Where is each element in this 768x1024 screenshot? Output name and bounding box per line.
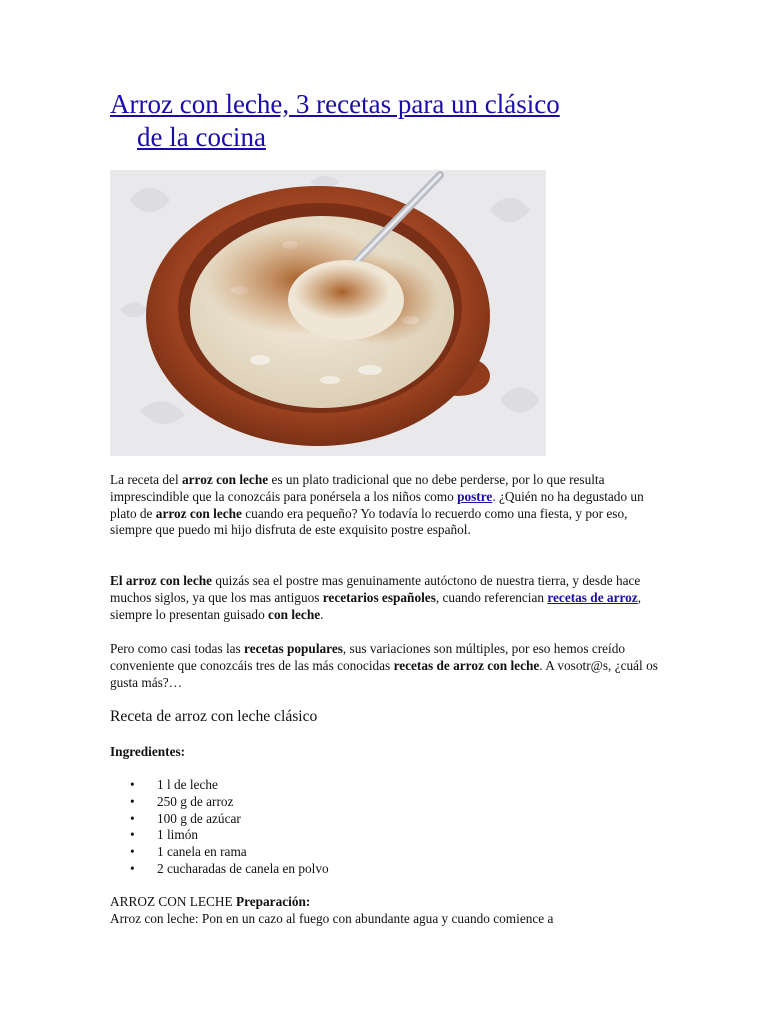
bold-text: recetas de arroz con leche [393, 657, 540, 673]
bold-text: El arroz con leche [110, 573, 213, 588]
text-run: . A vosotr@s, ¿cuál os gusta más?… [110, 657, 658, 690]
prep-title-plain: ARROZ CON LECHE [110, 894, 236, 909]
text-run: cuando era pequeño? Yo todavía lo recuerdo como una fiesta, y por eso, siempre que puedo mi hijo disfruta de este exquisito postre español. [110, 505, 628, 538]
bold-text: arroz con leche [181, 472, 269, 487]
preparation-text: Arroz con leche: Pon en un cazo al fuego con abundante agua y cuando comience a [110, 911, 554, 926]
postre-link[interactable]: postre [457, 488, 493, 504]
list-item: • 1 l de leche [110, 777, 329, 794]
intro-paragraph-2 [110, 573, 670, 623]
title-line-2: de la cocina [137, 122, 266, 152]
bold-text: recetas populares [244, 641, 343, 656]
ingredients-label-text: Ingredientes: [110, 744, 186, 759]
list-item: • 2 cucharadas de canela en polvo [110, 861, 329, 878]
text-run: . [320, 606, 324, 622]
ingredients-label [110, 744, 185, 760]
bold-text: con leche [268, 606, 321, 622]
intro-paragraph-3 [110, 641, 670, 691]
recetas-de-arroz-link[interactable]: recetas de arroz [547, 589, 638, 605]
list-item: • 1 limón [110, 827, 329, 844]
text-run: quizás sea el postre mas genuinamente autóctono de nuestra tierra, y desde hace muchos siglos, ya que los mas antiguos [110, 573, 641, 605]
text-run: La receta del [110, 472, 182, 487]
bold-text: recetarios españoles [322, 589, 436, 605]
text-run: es un plato tradicional que no debe perderse, por lo que resulta imprescindible que la conozcáis para ponérsela a los niños como [110, 472, 605, 504]
article-title-link[interactable] [110, 88, 670, 154]
preparation-title [110, 894, 310, 910]
text-run: , cuando referencian [435, 589, 548, 605]
text-run: . ¿Quién no ha degustado un plato de [110, 488, 644, 521]
text-run: , sus variaciones son múltiples, por eso hemos creído conveniente que conozcáis tres de las más conocidas [110, 641, 626, 673]
title-line-1: Arroz con leche, 3 recetas para un clásico [110, 89, 560, 119]
ingredients-list [110, 777, 329, 878]
list-item: • 100 g de azúcar [110, 811, 329, 828]
recipe-heading: Receta de arroz con leche clásico [110, 708, 318, 725]
rice-pudding-photo [110, 170, 546, 456]
text-run: , siempre lo presentan guisado [110, 589, 642, 622]
list-item: • 1 canela en rama [110, 844, 329, 861]
intro-paragraph-1 [110, 472, 670, 539]
bold-text: arroz con leche [155, 505, 242, 521]
list-item: • 250 g de arroz [110, 794, 329, 811]
text-run: Pero como casi todas las [110, 641, 245, 656]
prep-title-bold: Preparación: [235, 894, 311, 909]
